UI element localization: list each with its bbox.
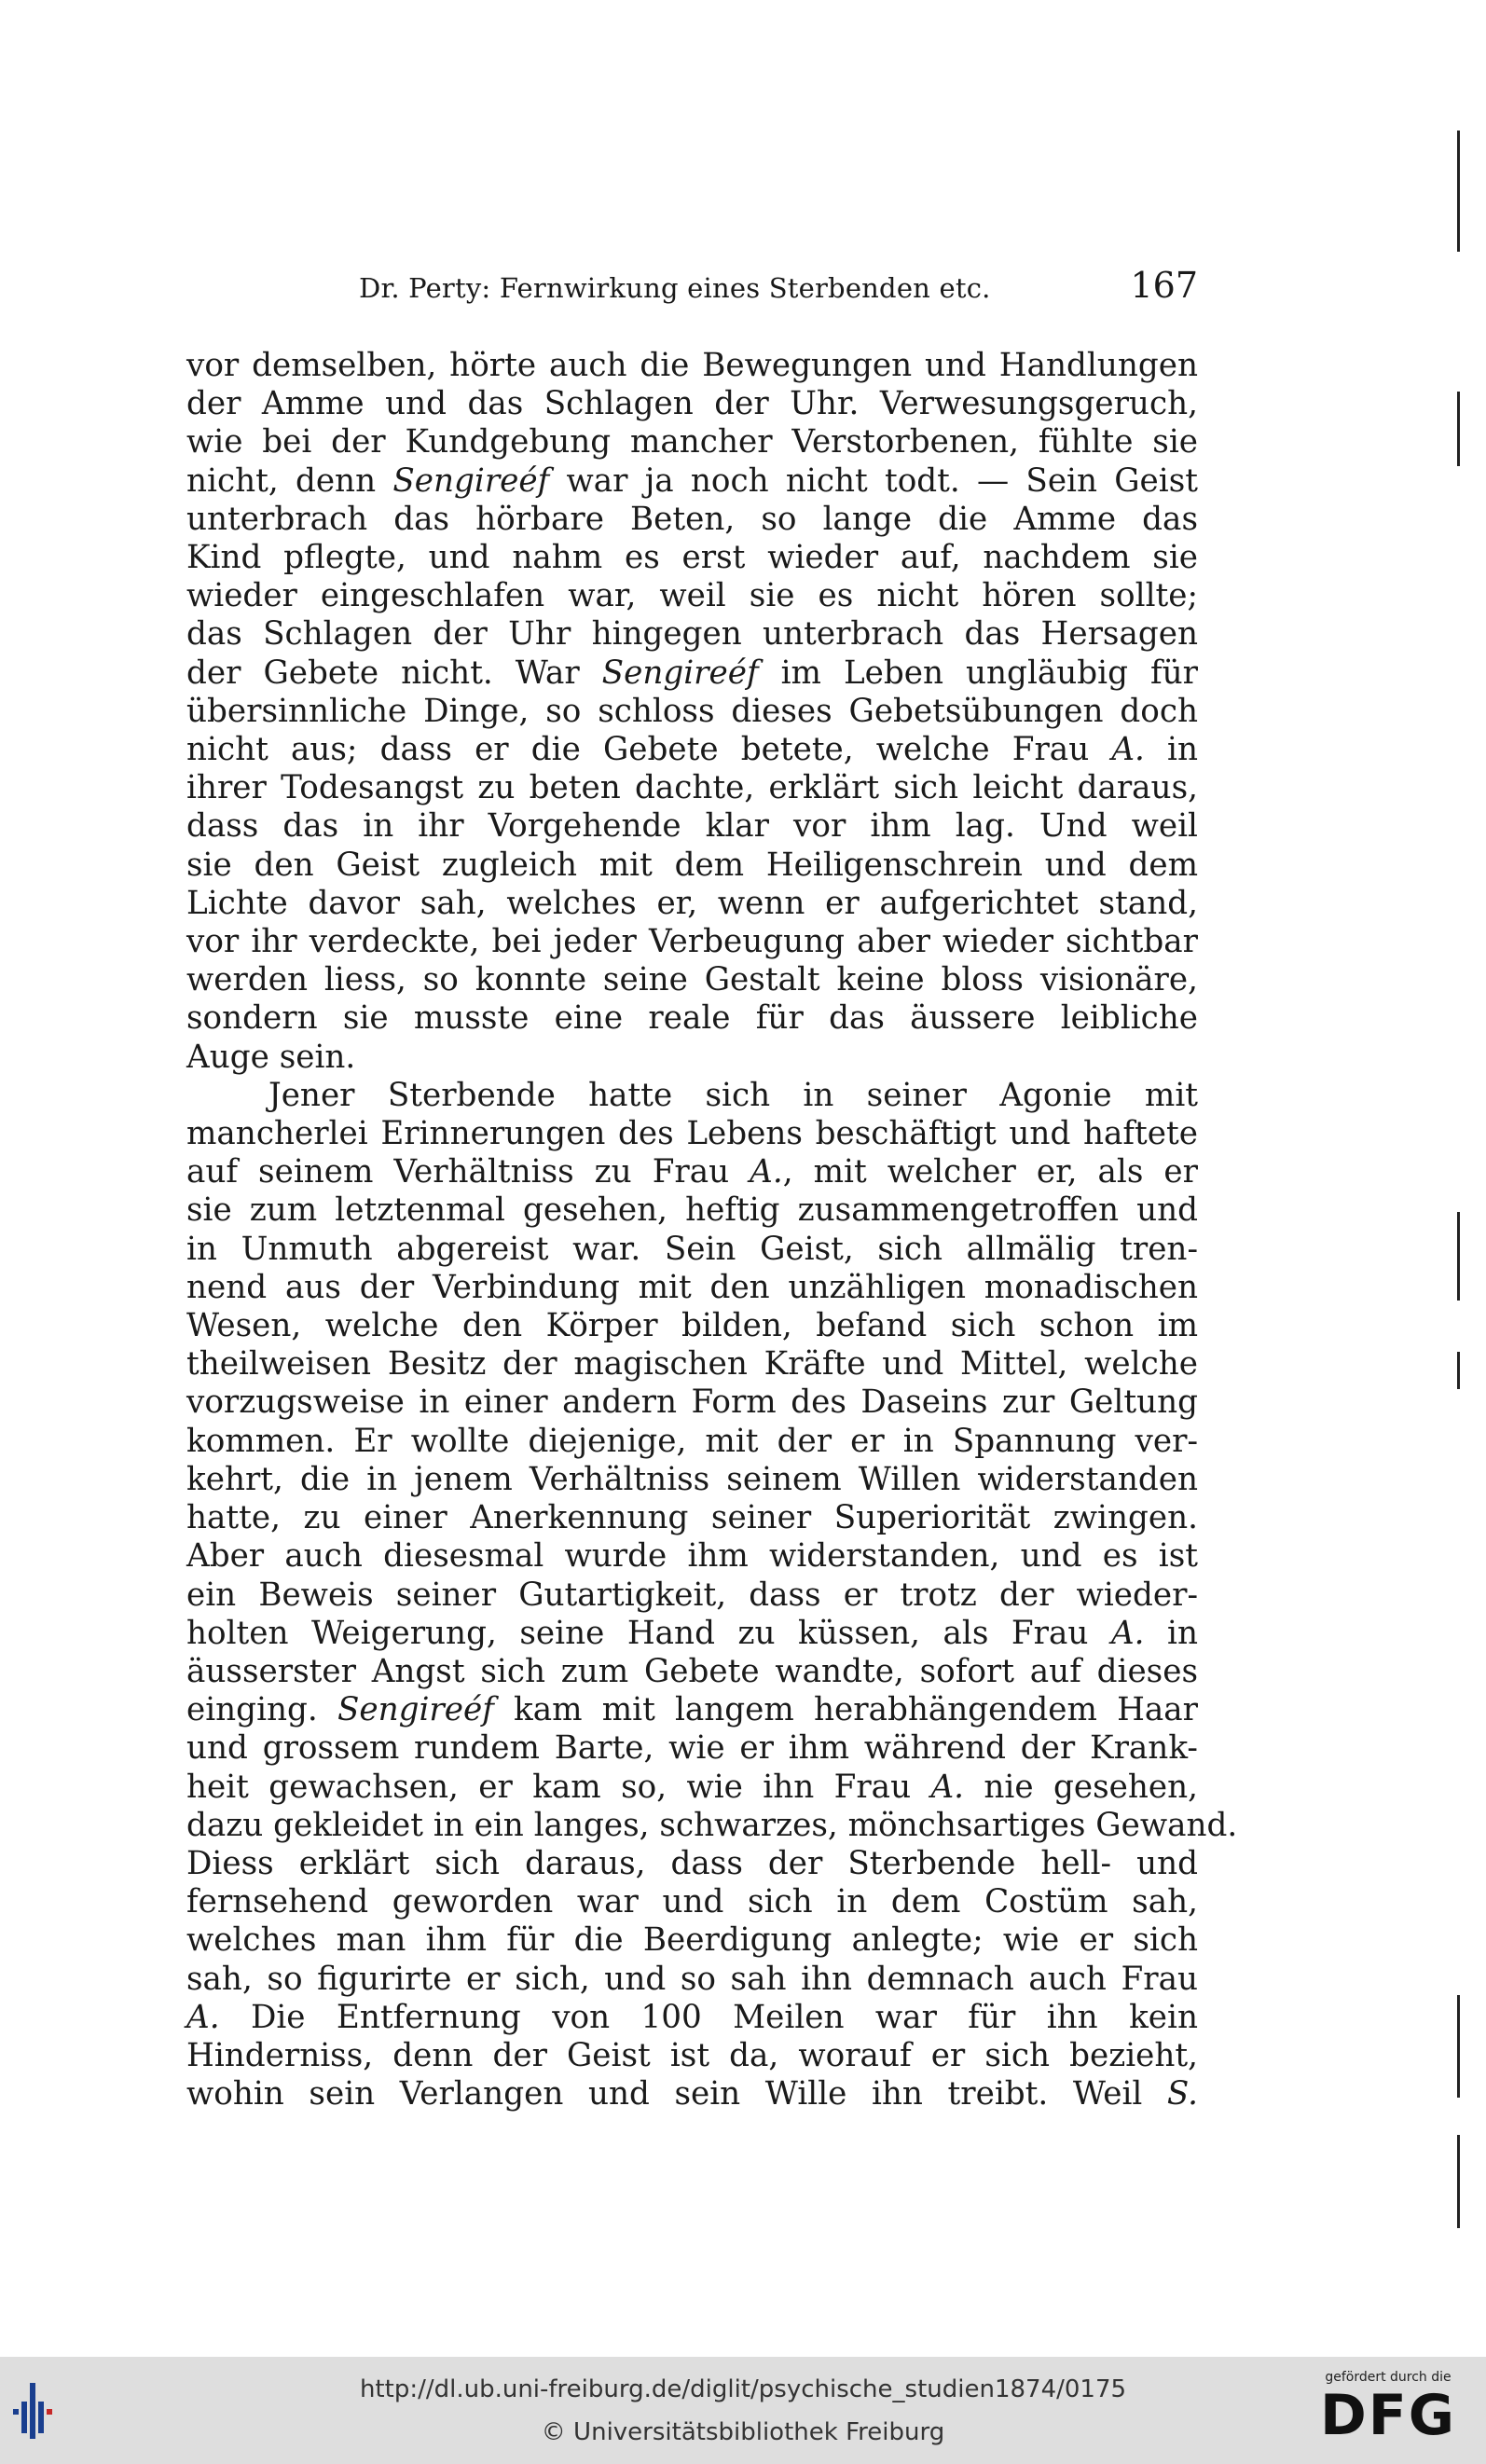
text-segment: wieder eingeschlafen war, weil sie es nicht hören sollte; bbox=[186, 577, 1198, 615]
text-segment: kam mit langem herabhängendem Haar bbox=[493, 1691, 1199, 1729]
text-segment: und grossem rundem Barte, wie er ihm während der Krank- bbox=[186, 1729, 1198, 1768]
dfg-logo-icon bbox=[1309, 2370, 1467, 2454]
italic-name: A. bbox=[930, 1768, 965, 1806]
text-segment: wie bei der Kundgebung mancher Verstorbenen, fühlte sie bbox=[186, 423, 1198, 461]
text-line bbox=[186, 1615, 1198, 1653]
italic-name: A. bbox=[186, 1998, 220, 2036]
text-segment: auf seinem Verhältniss zu Frau bbox=[186, 1153, 750, 1191]
text-line bbox=[186, 501, 1198, 539]
text-line bbox=[186, 1077, 1198, 1115]
text-segment: Kind pflegte, und nahm es erst wieder auf, nachdem sie bbox=[186, 539, 1198, 577]
italic-name: Sengireéf bbox=[392, 461, 550, 500]
text-segment: in Unmuth abgereist war. Sein Geist, sich allmälig tren- bbox=[186, 1230, 1198, 1268]
text-segment: vorzugsweise in einer andern Form des Daseins zur Geltung bbox=[186, 1383, 1198, 1422]
body-text bbox=[186, 347, 1238, 2113]
text-line bbox=[186, 1806, 1238, 1845]
scan-edge-mark bbox=[1457, 1352, 1460, 1389]
text-line bbox=[186, 923, 1198, 961]
text-segment: welches man ihm für die Beerdigung anlegte; wie er sich bbox=[186, 1921, 1198, 1960]
text-segment: ein Beweis seiner Gutartigkeit, dass er trotz der wieder- bbox=[186, 1576, 1198, 1614]
text-line bbox=[186, 654, 1198, 693]
text-line bbox=[186, 731, 1198, 769]
italic-name: A. bbox=[1111, 731, 1145, 769]
text-segment: kehrt, die in jenem Verhältniss seinem Willen widerstanden bbox=[186, 1460, 1198, 1498]
text-segment: nicht aus; dass er die Gebete betete, welche Frau bbox=[186, 731, 1112, 769]
text-segment: unterbrach das hörbare Beten, so lange die Amme das bbox=[186, 500, 1198, 538]
text-line bbox=[186, 347, 1198, 385]
text-line bbox=[186, 462, 1198, 501]
text-line bbox=[186, 423, 1198, 461]
text-segment: dazu gekleidet in ein langes, schwarzes, mönchsartiges Gewand. bbox=[186, 1806, 1238, 1844]
text-line bbox=[186, 1269, 1198, 1307]
text-segment: äusserster Angst sich zum Gebete wandte, sofort auf dieses bbox=[186, 1652, 1198, 1690]
text-line bbox=[186, 1499, 1198, 1537]
text-line bbox=[186, 769, 1198, 807]
text-line bbox=[186, 999, 1198, 1038]
text-line bbox=[186, 885, 1198, 923]
text-line bbox=[186, 615, 1198, 654]
text-line bbox=[186, 961, 1198, 999]
text-segment: Lichte davor sah, welches er, wenn er aufgerichtet stand, bbox=[186, 884, 1198, 922]
text-line bbox=[186, 577, 1198, 615]
text-segment: ihrer Todesangst zu beten dachte, erklärt sich leicht daraus, bbox=[186, 769, 1198, 807]
text-line bbox=[186, 2075, 1198, 2113]
text-segment: in bbox=[1144, 1614, 1198, 1652]
scan-edge-mark bbox=[1457, 392, 1460, 466]
text-segment: wohin sein Verlangen und sein Wille ihn treibt. Weil bbox=[186, 2075, 1167, 2113]
text-segment: nend aus der Verbindung mit den unzähligen monadischen bbox=[186, 1268, 1198, 1306]
text-segment: fernsehend geworden war und sich in dem Costüm sah, bbox=[186, 1883, 1198, 1921]
text-line bbox=[186, 1691, 1198, 1729]
italic-name: Sengireéf bbox=[601, 654, 759, 692]
text-segment: vor ihr verdeckte, bei jeder Verbeugung aber wieder sichtbar bbox=[186, 923, 1198, 961]
text-segment: mancherlei Erinnerungen des Lebens beschäftigt und haftete bbox=[186, 1115, 1198, 1153]
dfg-tagline: gefördert durch die bbox=[1325, 2370, 1452, 2385]
text-line bbox=[186, 539, 1198, 577]
text-line bbox=[186, 1423, 1198, 1461]
text-segment: einging. bbox=[186, 1691, 337, 1729]
text-segment: Jener Sterbende hatte sich in seiner Agonie mit bbox=[268, 1076, 1198, 1114]
text-segment: nicht, denn bbox=[186, 461, 393, 500]
text-segment: werden liess, so konnte seine Gestalt keine bloss visionäre, bbox=[186, 961, 1198, 999]
footer-copyright: © Universitätsbibliothek Freiburg bbox=[541, 2418, 945, 2446]
text-segment: theilweisen Besitz der magischen Kräfte und Mittel, welche bbox=[186, 1345, 1198, 1383]
text-segment: Auge sein. bbox=[186, 1038, 356, 1076]
text-line bbox=[186, 1999, 1198, 2037]
text-line bbox=[186, 1883, 1198, 1921]
text-segment: sondern sie musste eine reale für das äussere leibliche bbox=[186, 999, 1198, 1038]
text-line bbox=[186, 1115, 1198, 1153]
text-segment: hatte, zu einer Anerkennung seiner Superiorität zwingen. bbox=[186, 1499, 1198, 1537]
text-line bbox=[186, 1383, 1198, 1422]
italic-name: S. bbox=[1166, 2075, 1198, 2113]
text-line bbox=[186, 1845, 1198, 1883]
scan-edge-mark bbox=[1457, 1995, 1460, 2098]
scan-edge-mark bbox=[1457, 1212, 1460, 1301]
text-line bbox=[186, 1653, 1198, 1691]
text-segment: dass das in ihr Vorgehende klar vor ihm lag. Und weil bbox=[186, 807, 1198, 846]
text-line bbox=[186, 1729, 1198, 1768]
text-line bbox=[186, 1576, 1198, 1615]
text-segment: vor demselben, hörte auch die Bewegungen und Handlungen bbox=[186, 347, 1198, 384]
text-line bbox=[186, 1307, 1198, 1345]
text-line bbox=[186, 807, 1198, 846]
text-line bbox=[186, 1921, 1198, 1960]
text-line bbox=[186, 1537, 1198, 1576]
text-segment: der Gebete nicht. War bbox=[186, 654, 602, 692]
text-line bbox=[186, 1191, 1198, 1230]
text-line bbox=[186, 847, 1198, 885]
text-segment: Aber auch diesesmal wurde ihm widerstanden, und es ist bbox=[186, 1537, 1198, 1576]
text-segment: sie zum letztenmal gesehen, heftig zusammengetroffen und bbox=[186, 1191, 1198, 1230]
footer-url-link[interactable]: http://dl.ub.uni-freiburg.de/diglit/psychische_studien1874/0175 bbox=[359, 2375, 1127, 2403]
italic-name: A. bbox=[750, 1153, 783, 1191]
text-line bbox=[186, 1231, 1198, 1269]
text-segment: der Amme und das Schlagen der Uhr. Verwesungsgeruch, bbox=[186, 385, 1198, 423]
text-line bbox=[186, 1961, 1198, 1999]
text-line bbox=[186, 1345, 1198, 1383]
italic-name: Sengireéf bbox=[337, 1691, 494, 1729]
dfg-wordmark: DFG bbox=[1319, 2383, 1457, 2448]
scan-edge-mark bbox=[1457, 2135, 1460, 2228]
text-segment: in bbox=[1144, 731, 1198, 769]
scan-edge-mark bbox=[1457, 131, 1460, 252]
page-header bbox=[186, 265, 1198, 306]
page-number: 167 bbox=[1130, 265, 1198, 306]
text-segment: Die Entfernung von 100 Meilen war für ihn kein bbox=[219, 1998, 1198, 2036]
text-line bbox=[186, 1039, 1198, 1077]
text-segment: Hinderniss, denn der Geist ist da, worauf er sich bezieht, bbox=[186, 2036, 1198, 2074]
text-segment: im Leben ungläubig für bbox=[758, 654, 1198, 692]
text-segment: kommen. Er wollte diejenige, mit der er in Spannung ver- bbox=[186, 1422, 1198, 1460]
text-segment: sie den Geist zugleich mit dem Heiligenschrein und dem bbox=[186, 846, 1198, 884]
text-segment: nie gesehen, bbox=[964, 1768, 1198, 1806]
text-line bbox=[186, 2037, 1198, 2075]
text-segment: holten Weigerung, seine Hand zu küssen, als Frau bbox=[186, 1614, 1111, 1652]
text-line bbox=[186, 385, 1198, 423]
text-line bbox=[186, 693, 1198, 731]
text-line bbox=[186, 1461, 1198, 1499]
text-segment: sah, so figurirte er sich, und so sah ihn demnach auch Frau bbox=[186, 1960, 1198, 1998]
text-segment: , mit welcher er, als er bbox=[782, 1153, 1198, 1191]
text-segment: das Schlagen der Uhr hingegen unterbrach das Hersagen bbox=[186, 615, 1198, 654]
text-segment: heit gewachsen, er kam so, wie ihn Frau bbox=[186, 1768, 931, 1806]
text-line bbox=[186, 1769, 1198, 1807]
text-segment: Diess erklärt sich daraus, dass der Sterbende hell- und bbox=[186, 1844, 1198, 1882]
running-head: Dr. Perty: Fernwirkung eines Sterbenden etc. bbox=[359, 272, 991, 304]
italic-name: A. bbox=[1110, 1614, 1145, 1652]
text-segment: Wesen, welche den Körper bilden, befand sich schon im bbox=[186, 1307, 1198, 1345]
footer-bar bbox=[0, 2357, 1486, 2464]
text-line bbox=[186, 1153, 1198, 1191]
text-segment: war ja noch nicht todt. — Sein Geist bbox=[549, 461, 1198, 500]
text-segment: übersinnliche Dinge, so schloss dieses Gebetsübungen doch bbox=[186, 692, 1198, 730]
